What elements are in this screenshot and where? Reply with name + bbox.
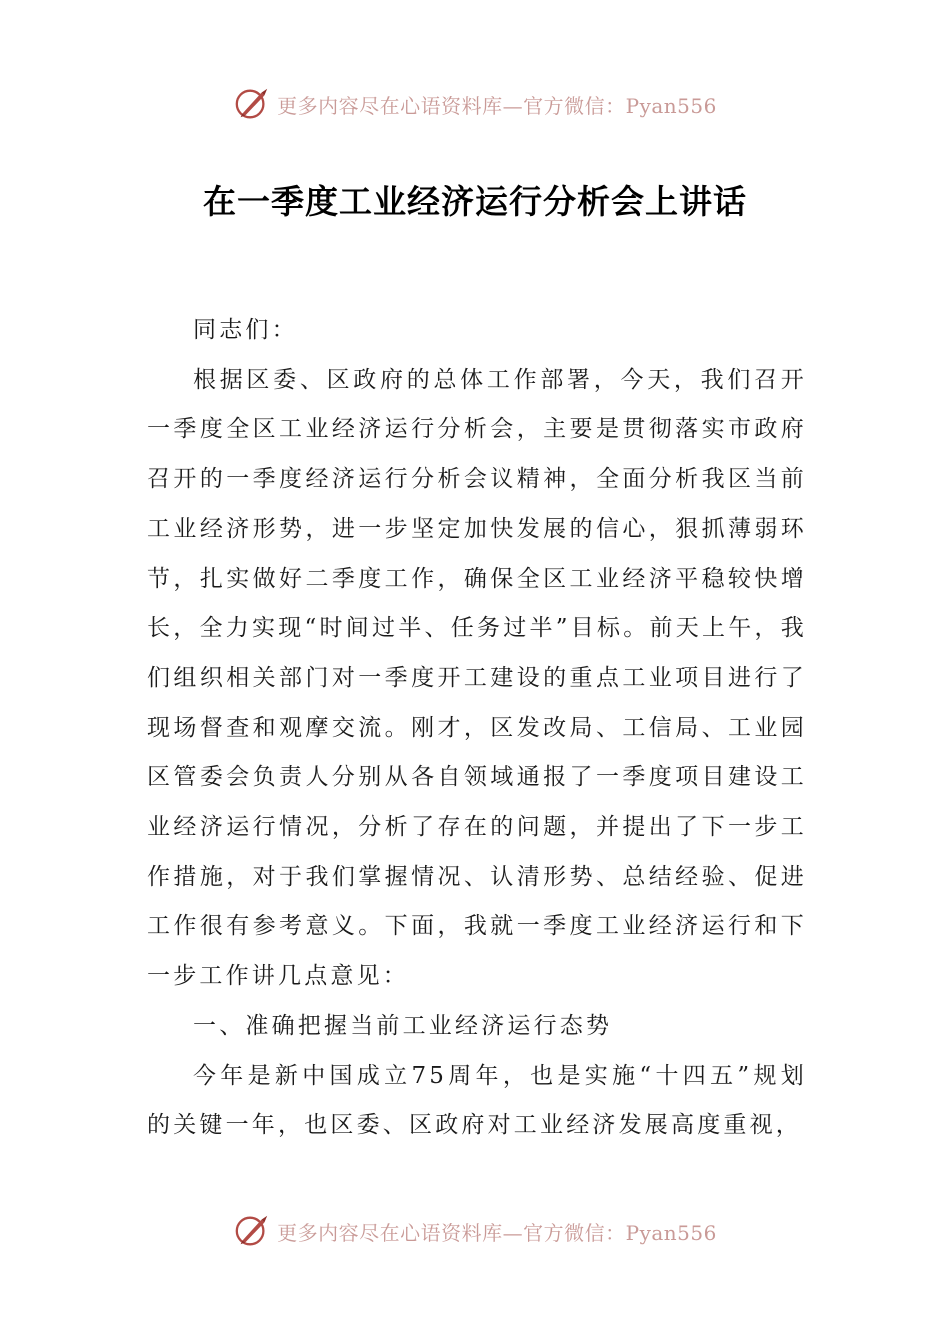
- quill-pen-circle-icon: [233, 85, 271, 123]
- watermark-text: 更多内容尽在心语资料库—官方微信：Pyan556: [277, 93, 717, 118]
- salutation: 同志们：: [193, 317, 298, 343]
- document-body: [147, 306, 807, 1151]
- watermark-banner-top: [0, 84, 950, 124]
- section-heading-1: 一、准确把握当前工业经济运行态势: [193, 1012, 613, 1039]
- paragraph-section-1: 今年是新中国成立75周年，也是实施“十四五”规划的关键一年，也区委、区政府对工业经济发展高度重视，: [147, 1062, 807, 1139]
- watermark-text: 更多内容尽在心语资料库—官方微信：Pyan556: [277, 1220, 717, 1245]
- document-title: 在一季度工业经济运行分析会上讲话: [203, 182, 747, 221]
- paragraph-intro: 根据区委、区政府的总体工作部署，今天，我们召开一季度全区工业经济运行分析会，主要是贯彻落实市政府召开的一季度经济运行分析会议精神，全面分析我区当前工业经济形势，进一步坚定加快发展的信心，狠抓薄弱环节，扎实做好二季度工作，确保全区工业经济平稳较快增长，全力实现“时间过半、任务过半”目标。前天上午，我们组织相关部门对一季度开工建设的重点工业项目进行了现场督查和观摩交流。刚才，区发改局、工信局、工业园区管委会负责人分别从各自领域通报了一季度项目建设工业经济运行情况，分析了存在的问题，并提出了下一步工作措施，对于我们掌握情况、认清形势、总结经验、促进工作很有参考意义。下面，我就一季度工业经济运行和下一步工作讲几点意见：: [147, 366, 807, 990]
- quill-pen-circle-icon: [233, 1212, 271, 1250]
- watermark-banner-bottom: [0, 1211, 950, 1251]
